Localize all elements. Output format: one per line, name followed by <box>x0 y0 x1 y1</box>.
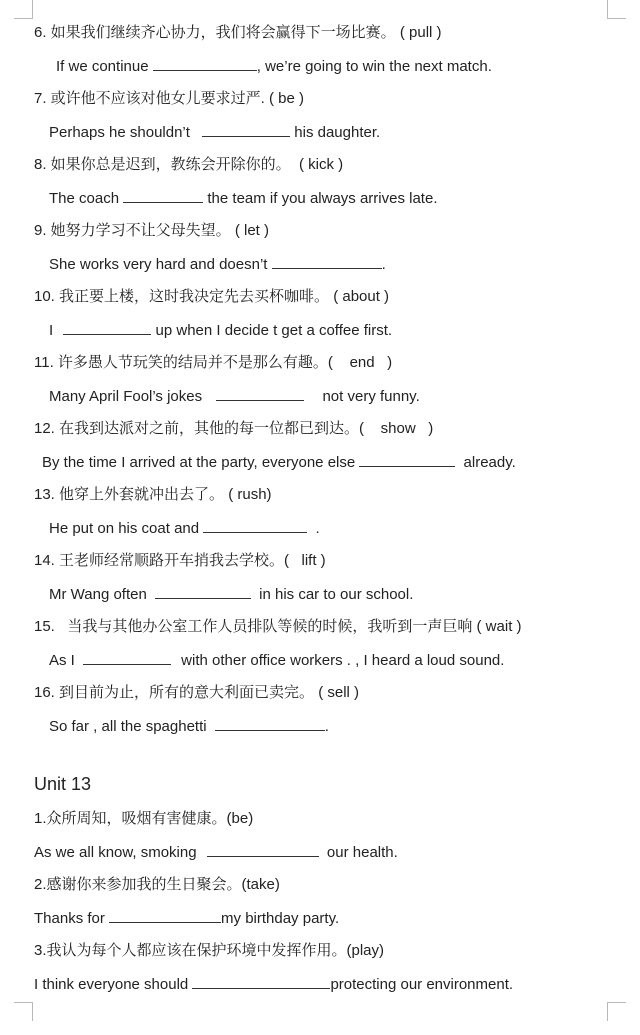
question-prompt: 6. 如果我们继续齐心协力，我们将会赢得下一场比赛。 ( pull ) <box>34 24 442 41</box>
answer-before: So far , all the spaghetti <box>49 718 211 735</box>
answer-blank <box>83 650 171 665</box>
answer-before: He put on his coat and <box>49 520 204 537</box>
answer-blank <box>202 122 290 137</box>
answer-line <box>49 584 413 605</box>
answer-after: protecting our environment. <box>330 976 514 993</box>
answer-blank <box>123 188 203 203</box>
answer-blank <box>109 908 221 923</box>
answer-line <box>34 908 339 929</box>
page-corner-mark <box>14 0 33 19</box>
answer-line <box>49 386 420 407</box>
answer-blank <box>215 716 325 731</box>
answer-blank <box>359 452 455 467</box>
question-prompt: 7. 或许他不应该对他女儿要求过严. ( be ) <box>34 90 305 107</box>
answer-before: She works very hard and doesn’t <box>49 256 272 273</box>
answer-blank <box>216 386 304 401</box>
answer-line <box>49 518 320 539</box>
page-corner-mark <box>607 0 626 19</box>
question-prompt: 8. 如果你总是迟到，教练会开除你的。 ( kick ) <box>34 156 344 173</box>
answer-line <box>34 974 513 995</box>
answer-after: his daughter. <box>290 124 381 141</box>
question-prompt: 9. 她努力学习不让父母失望。 ( let ) <box>34 222 270 239</box>
answer-after: . <box>324 718 329 735</box>
question-prompt: 15. 当我与其他办公室工作人员排队等候的时候，我听到一声巨响 ( wait ) <box>34 618 522 635</box>
question-prompt: 12. 在我到达派对之前，其他的每一位都已到达。( show ) <box>34 420 434 437</box>
answer-before: By the time I arrived at the party, everyone else <box>42 454 360 471</box>
answer-before: As we all know, smoking <box>34 844 201 861</box>
answer-blank <box>155 584 251 599</box>
answer-before: Thanks for <box>34 910 110 927</box>
answer-line <box>49 254 386 275</box>
section-heading: Unit 13 <box>34 774 92 794</box>
question-prompt: 10. 我正要上楼，这时我决定先去买杯咖啡。 ( about ) <box>34 288 390 305</box>
answer-before: Perhaps he shouldn’t <box>49 124 195 141</box>
answer-before: As I <box>49 652 80 669</box>
answer-before: The coach <box>49 190 124 207</box>
question-prompt: 14. 王老师经常顺路开车捎我去学校。( lift ) <box>34 552 326 569</box>
answer-line <box>56 56 492 77</box>
answer-after: , we’re going to win the next match. <box>256 58 492 75</box>
page-corner-mark <box>14 1002 33 1021</box>
question-prompt: 11. 许多愚人节玩笑的结局并不是那么有趣。( end ) <box>34 354 393 371</box>
answer-after: not very funny. <box>318 388 420 405</box>
answer-blank <box>153 56 257 71</box>
question-prompt: 2.感谢你来参加我的生日聚会。(take) <box>34 876 280 893</box>
answer-after: in his car to our school. <box>254 586 414 603</box>
answer-before: I <box>49 322 58 339</box>
question-prompt: 13. 他穿上外套就冲出去了。 ( rush) <box>34 486 272 503</box>
answer-blank <box>203 518 307 533</box>
answer-after: the team if you always arrives late. <box>203 190 438 207</box>
answer-line <box>49 320 392 341</box>
answer-after: our health. <box>322 844 398 861</box>
answer-after: . <box>311 520 320 537</box>
answer-blank <box>63 320 151 335</box>
answer-before: If we continue <box>56 58 153 75</box>
answer-after: already. <box>459 454 516 471</box>
answer-blank <box>207 842 319 857</box>
question-prompt: 1.众所周知，吸烟有害健康。(be) <box>34 810 254 827</box>
question-prompt: 16. 到目前为止，所有的意大利面已卖完。 ( sell ) <box>34 684 360 701</box>
answer-line <box>49 122 380 143</box>
answer-blank <box>272 254 382 269</box>
answer-before: Mr Wang often <box>49 586 151 603</box>
answer-line <box>49 188 437 209</box>
question-prompt: 3.我认为每个人都应该在保护环境中发挥作用。(play) <box>34 942 385 959</box>
answer-line <box>34 842 398 863</box>
answer-before: I think everyone should <box>34 976 193 993</box>
answer-blank <box>192 974 330 989</box>
answer-after: up when I decide t get a coffee first. <box>151 322 393 339</box>
answer-line <box>49 716 329 737</box>
answer-before: Many April Fool’s jokes <box>49 388 207 405</box>
answer-after: my birthday party. <box>221 910 340 927</box>
answer-line <box>42 452 516 473</box>
answer-line <box>49 650 504 671</box>
page-corner-mark <box>607 1002 626 1021</box>
answer-after: with other office workers . , I heard a loud sound. <box>177 652 505 669</box>
answer-after: . <box>381 256 386 273</box>
